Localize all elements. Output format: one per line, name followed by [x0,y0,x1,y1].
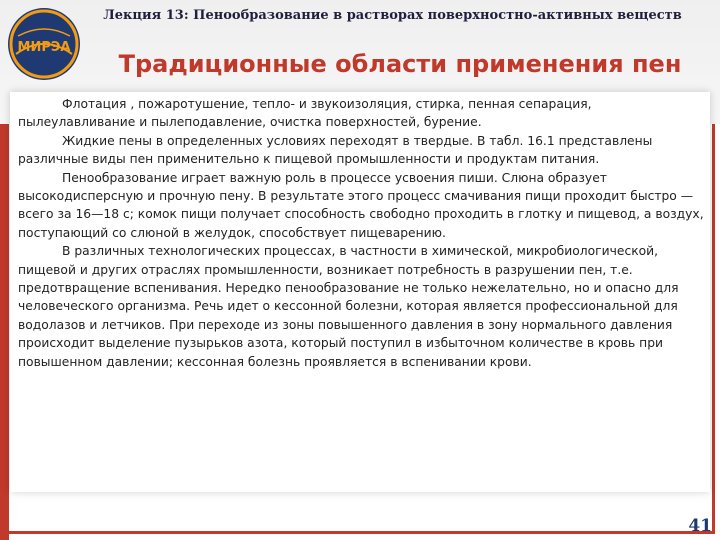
lecture-title: Лекция 13: Пенообразование в растворах поверхностно-активных веществ [103,8,682,23]
header [0,0,720,30]
mirea-logo [6,6,82,82]
page-number: 41 [688,516,712,536]
paragraph-1: Флотация , пожаротушение, тепло- и звукоизоляция, стирка, пенная сепарация, пылеулавливание и пылеподавление, очистка поверхностей, бурение. [18,97,592,130]
paragraph-4: В различных технологических процессах, в частности в химической, микробиологической, пищевой и других отраслях промышленности, возникает потребность в разрушении пен, т.е. предотвращение вспенивания. Нередко пенообразование не только нежелательно, но и опасно для человеческого организма. Речь идет о кессонной болезни, которая является профессиональной для водолазов и летчиков. При переходе из зоны повышенного давления в зону нормального давления происходит выделение пузырьков азота, который поступил в избыточном количестве в кровь при повышенном давлении; кессонная болезнь проявляется в вспенивании крови. [18,244,679,369]
paragraph-3: Пенообразование играет важную роль в процессе усвоения пиши. Слюна образует высокодисперсную и прочную пену. В результате этого процесс смачивания пищи проходит быстро — всего за 16—18 с; комок пищи получает способность свободно проходить в глотку и пищевод, а воздух, поступающий со слюной в желудок, способствует пищеварению. [18,170,704,240]
logo-text: МИРЭА [17,40,71,55]
paragraph-2: Жидкие пены в определенных условиях переходят в твердые. В табл. 16.1 представлены различные виды пен применительно к пищевой промышленности и продуктам питания. [18,133,653,167]
slide-title: Традиционные области применения пен [118,50,682,78]
body-text [18,95,706,371]
left-accent-bar [0,124,9,540]
